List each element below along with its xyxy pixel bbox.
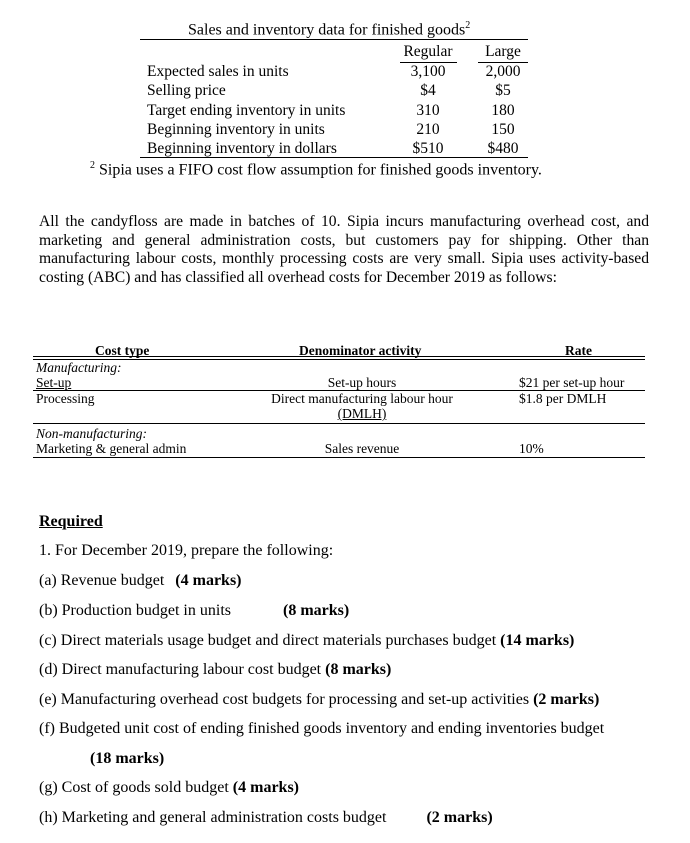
requirement-e: (e) Manufacturing overhead cost budgets for processing and set-up activities (2 marks) (39, 691, 600, 708)
large-value: $5 (495, 82, 511, 99)
cost-table-header-rule-2 (33, 359, 645, 360)
sales-table-top-rule (140, 39, 528, 40)
column-header-regular: Regular (403, 43, 453, 60)
marks: (4 marks) (175, 572, 242, 589)
large-value: 180 (491, 102, 515, 119)
section-non-manufacturing: Non-manufacturing: (36, 426, 147, 441)
activity-processing-line2: (DMLH) (337, 406, 387, 421)
marks: (2 marks) (426, 809, 493, 826)
row-label: Selling price (147, 82, 226, 99)
sales-table-title-text: Sales and inventory data for finished goods (188, 21, 466, 39)
cost-type-setup: Set-up (36, 375, 72, 390)
activity-setup: Set-up hours (327, 375, 397, 390)
large-value: 2,000 (485, 63, 521, 80)
marks: (4 marks) (232, 779, 299, 796)
regular-value: 310 (416, 102, 440, 119)
regular-value: $510 (412, 140, 444, 157)
requirement-g: (g) Cost of goods sold budget (4 marks) (39, 779, 299, 796)
header-cost-type: Cost type (95, 343, 150, 358)
activity-marketing: Sales revenue (324, 441, 400, 456)
header-denominator-activity: Denominator activity (299, 343, 422, 358)
cost-table-header-rule-1 (33, 356, 645, 357)
requirement-a: (a) Revenue budget (4 marks) (39, 572, 242, 589)
marks: (2 marks) (533, 691, 600, 708)
sales-table-bottom-rule (140, 157, 528, 158)
rate-marketing: 10% (519, 441, 544, 456)
marks: (14 marks) (500, 632, 575, 649)
row-label: Beginning inventory in units (147, 121, 325, 138)
header-rate: Rate (565, 343, 592, 358)
row-label: Target ending inventory in units (147, 102, 346, 119)
footnote-text: Sipia uses a FIFO cost flow assumption for finished goods inventory. (99, 161, 542, 179)
required-intro: 1. For December 2019, prepare the following: (39, 542, 334, 559)
abc-description-paragraph: All the candyfloss are made in batches of 10. Sipia incurs manufacturing overhead cost, and marketing and general administration costs, but customers pay for shipping. Other than manufacturing labour costs, monthly processing costs are very small. Sipia uses activity-based costing (ABC) and has classified all overhead costs for December 2019 as follows: (39, 213, 649, 286)
cost-type-processing: Processing (36, 391, 95, 406)
rate-processing: $1.8 per DMLH (519, 391, 607, 406)
title-footnote-mark: 2 (465, 20, 471, 31)
section-manufacturing: Manufacturing: (36, 360, 122, 375)
rate-setup: $21 per set-up hour (519, 375, 625, 390)
requirement-d: (d) Direct manufacturing labour cost budget (8 marks) (39, 661, 392, 678)
cost-table-bottom-rule (33, 457, 645, 458)
required-heading: Required (39, 513, 103, 530)
regular-value: 210 (416, 121, 440, 138)
sales-table-footnote (90, 160, 542, 179)
requirement-f-marks: (18 marks) (90, 750, 165, 767)
row-label: Expected sales in units (147, 63, 289, 80)
requirement-c: (c) Direct materials usage budget and direct materials purchases budget (14 marks) (39, 632, 575, 649)
sales-table-title (188, 20, 470, 39)
requirement-b: (b) Production budget in units (8 marks) (39, 602, 350, 619)
regular-value: 3,100 (410, 63, 446, 80)
activity-processing-line1: Direct manufacturing labour hour (271, 391, 453, 406)
regular-value: $4 (420, 82, 436, 99)
footnote-mark: 2 (90, 160, 95, 171)
cost-type-marketing: Marketing & general admin (36, 441, 187, 456)
large-value: $480 (487, 140, 519, 157)
requirement-h: (h) Marketing and general administration costs budget (2 marks) (39, 809, 493, 826)
row-label: Beginning inventory in dollars (147, 140, 337, 157)
marks: (8 marks) (325, 661, 392, 678)
processing-row-rule (33, 423, 645, 424)
column-header-large: Large (485, 43, 521, 60)
large-value: 150 (491, 121, 515, 138)
marks: (8 marks) (282, 602, 350, 619)
requirement-f: (f) Budgeted unit cost of ending finished goods inventory and ending inventories budget (39, 720, 605, 737)
